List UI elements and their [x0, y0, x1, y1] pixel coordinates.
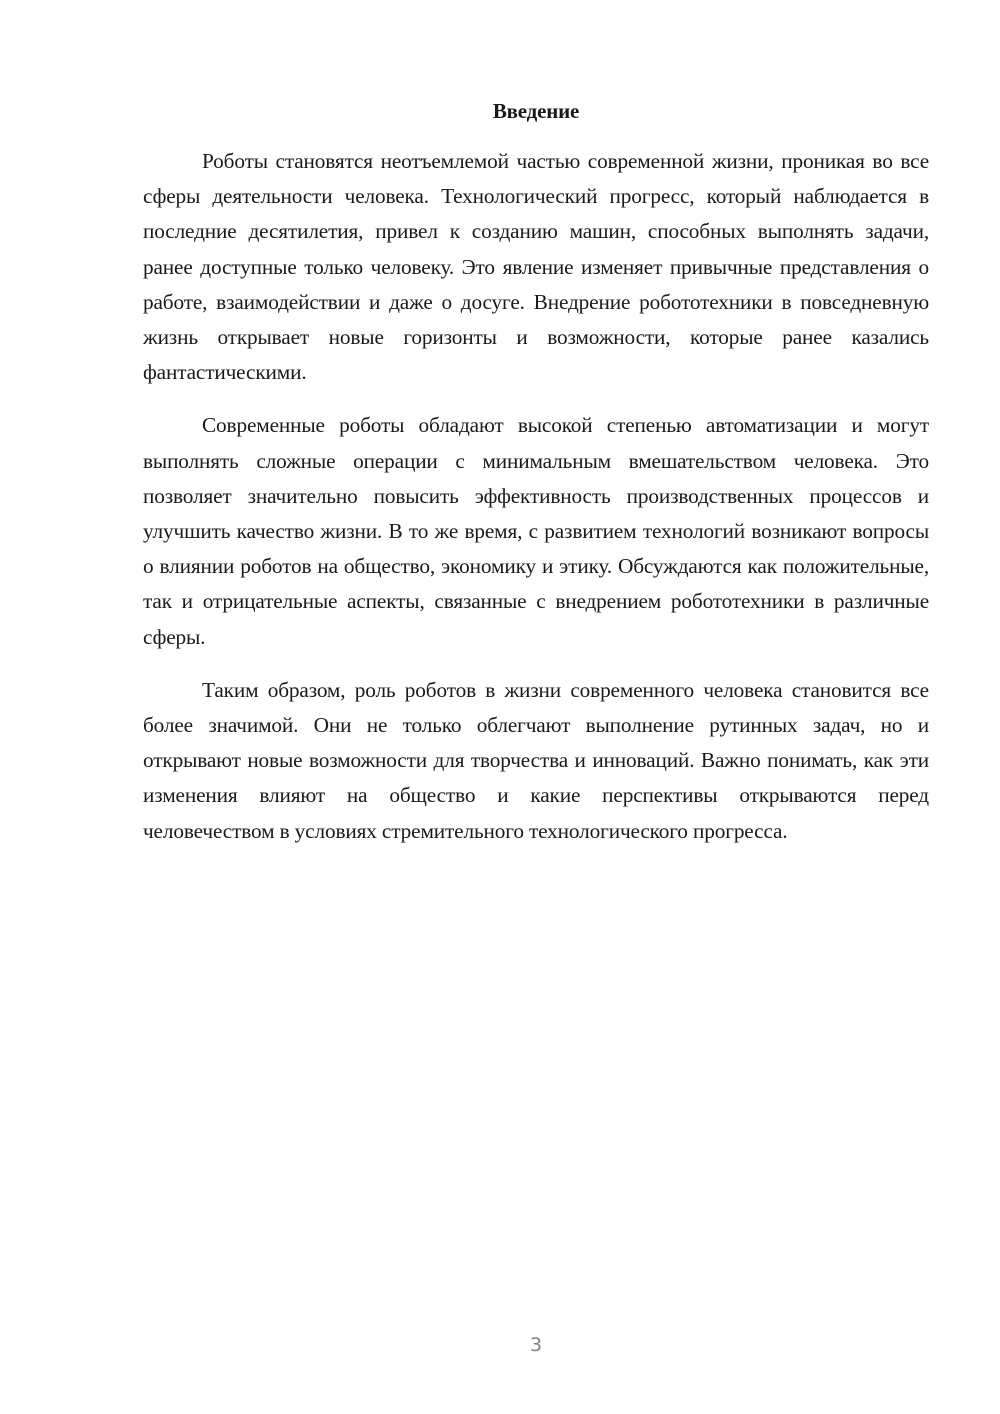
paragraph-3: Таким образом, роль роботов в жизни современного человека становится все более значимой. Они не только облегчают выполнение рутинных задач, но и открывают новые возможности для творчества и инноваций. Важно понимать, как эти изменения влияют на общество и какие перспективы открываются перед человечеством в условиях стремительного технологического прогресса. — [143, 677, 929, 843]
page-content — [143, 96, 929, 867]
page-number: 3 — [529, 1334, 543, 1356]
section-heading: Введение — [492, 99, 580, 123]
paragraph-1: Роботы становятся неотъемлемой частью современной жизни, проникая во все сферы деятельности человека. Технологический прогресс, который наблюдается в последние десятилетия, привел к созданию машин, способных выполнять задачи, ранее доступные только человеку. Это явление изменяет привычные представления о работе, взаимодействии и даже о досуге. Внедрение робототехники в повседневную жизнь открывает новые горизонты и возможности, которые ранее казались фантастическими. — [143, 149, 929, 385]
paragraph-2: Современные роботы обладают высокой степенью автоматизации и могут выполнять сложные операции с минимальным вмешательством человека. Это позволяет значительно повысить эффективность производственных процессов и улучшить качество жизни. В то же время, с развитием технологий возникают вопросы о влиянии роботов на общество, экономику и этику. Обсуждаются как положительные, так и отрицательные аспекты, связанные с внедрением робототехники в различные сферы. — [143, 413, 929, 649]
